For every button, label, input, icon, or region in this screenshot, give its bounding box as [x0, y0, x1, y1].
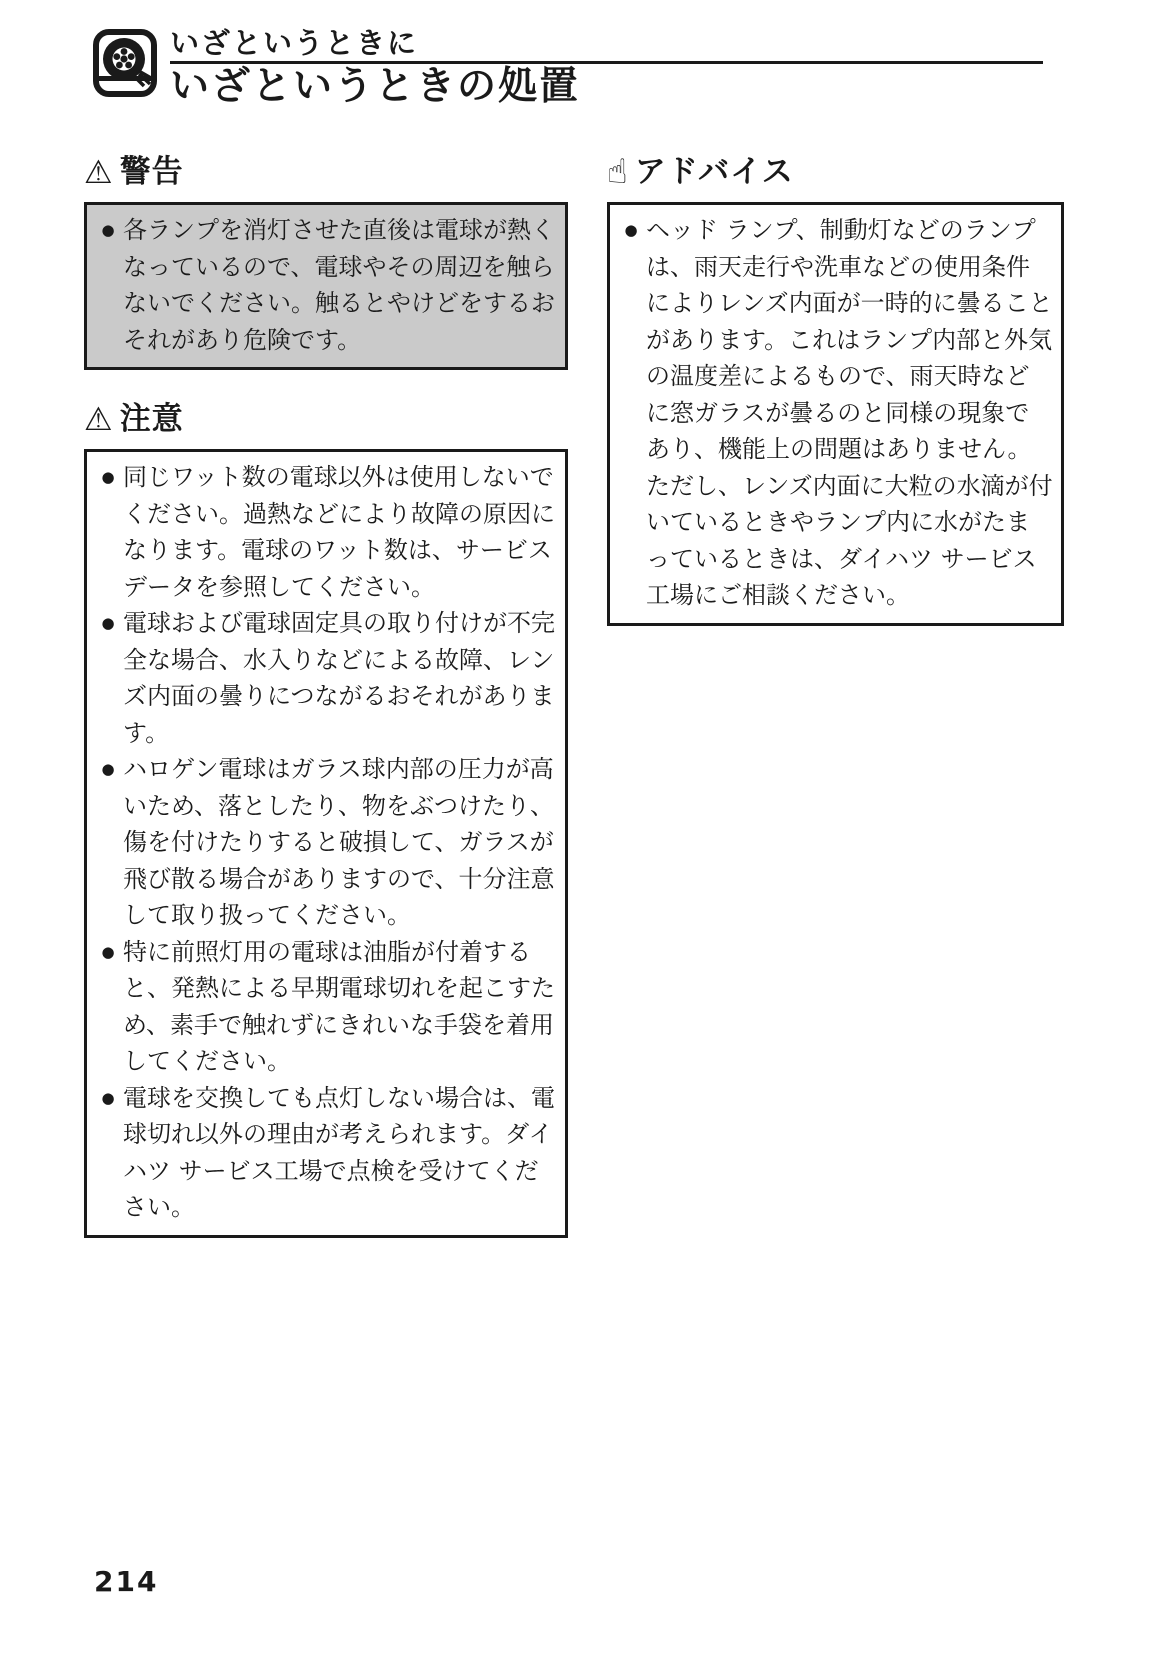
warning-triangle-icon: ⚠ — [84, 153, 114, 191]
warning-heading — [84, 150, 568, 194]
caution-box — [84, 449, 568, 1238]
caution-heading — [84, 397, 568, 441]
warning-box — [84, 202, 568, 370]
caution-text: 電球を交換しても点灯しない場合は、電球切れ以外の理由が考えられます。ダイハツ サービス工場で点検を受けてください。 — [123, 1083, 555, 1221]
advice-text — [646, 212, 1053, 614]
bullet-icon: ● — [101, 614, 115, 632]
page-number: 214 — [94, 1565, 159, 1598]
page-header — [92, 28, 1043, 108]
list-item — [93, 212, 557, 358]
caution-text: 同じワット数の電球以外は使用しないでください。過熱などにより故障の原因になります。電球のワット数は、サービス データを参照してください。 — [123, 463, 555, 601]
caution-text: 特に前照灯用の電球は油脂が付着すると、発熱による早期電球切れを起こすため、素手で触れずにきれいな手袋を着用してください。 — [123, 937, 555, 1075]
advice-paragraph: ヘッド ランプ、制動灯などのランプは、雨天走行や洗車などの使用条件によりレンズ内面が一時的に曇ることがあります。これはランプ内部と外気の温度差によるもので、雨天時などに窓ガラスが曇るのと同様の現象であり、機能上の問題はありません。 — [646, 216, 1053, 463]
advice-heading — [607, 150, 1064, 194]
list-item — [93, 459, 557, 605]
caution-section — [84, 397, 568, 1238]
advice-paragraph: ただし、レンズ内面に大粒の水滴が付いているときやランプ内に水がたまっているときは、ダイハツ サービス工場にご相談ください。 — [646, 471, 1053, 609]
advice-box — [607, 202, 1064, 626]
bullet-icon: ● — [101, 942, 115, 961]
warning-section — [84, 150, 568, 370]
bullet-icon: ● — [101, 468, 115, 486]
caution-text: ハロゲン電球はガラス球内部の圧力が高いため、落としたり、物をぶつけたり、傷を付けたりすると破損して、ガラスが飛び散る場合がありますので、十分注意して取り扱ってください。 — [123, 755, 555, 929]
flat-tire-icon — [92, 28, 158, 98]
left-column — [84, 150, 568, 1238]
list-item — [93, 934, 557, 1080]
page-title: いざというときの処置 — [170, 64, 581, 109]
caution-label: 注意 — [119, 401, 184, 437]
list-item — [93, 605, 557, 751]
list-item — [616, 212, 1053, 614]
advice-label: アドバイス — [634, 154, 794, 190]
caution-text: 電球および電球固定具の取り付けが不完全な場合、水入りなどによる故障、レンズ内面の曇りにつながるおそれがあります。 — [123, 609, 555, 747]
warning-text: 各ランプを消灯させた直後は電球が熱くなっているので、電球やその周辺を触らないでください。触るとやけどをするおそれがあり危険です。 — [123, 216, 555, 354]
bullet-icon: ● — [624, 221, 638, 239]
chapter-heading: いざというときに — [170, 28, 1043, 64]
pointing-hand-icon: ☝ — [607, 152, 629, 192]
warning-label: 警告 — [119, 154, 184, 190]
right-column — [607, 150, 1064, 626]
bullet-icon: ● — [101, 1088, 115, 1107]
list-item — [93, 751, 557, 934]
list-item — [93, 1080, 557, 1226]
bullet-icon: ● — [101, 221, 115, 239]
bullet-icon: ● — [101, 760, 115, 778]
header-text — [170, 28, 1043, 108]
warning-triangle-icon: ⚠ — [84, 400, 114, 438]
advice-section — [607, 150, 1064, 626]
